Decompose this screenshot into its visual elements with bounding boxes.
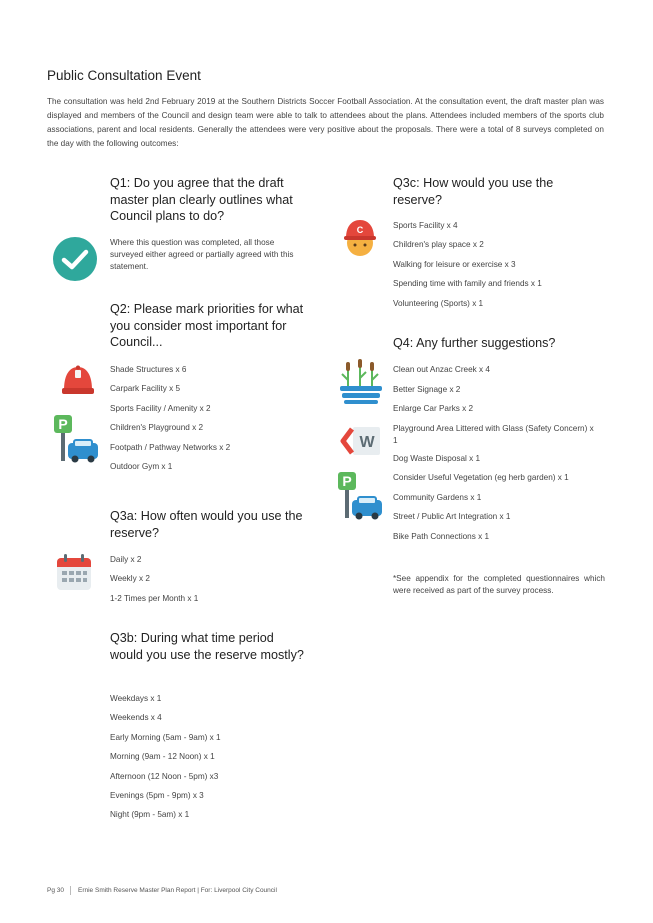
cap-icon	[56, 364, 100, 405]
q3a-title: Q3a: How often would you use the reserve?	[110, 509, 303, 540]
list-item: Shade Structures x 6	[110, 365, 187, 374]
page-number: Pg 30	[47, 887, 64, 894]
intro-paragraph: The consultation was held 2nd February 2019 at the Southern Districts Soccer Football Association. At the consultation event, the draft master plan was displayed and members of the Council and design team were able to talk to attendees about the plans. Attendees included members of the sports club associations, parent and local residents. Generally the attendees were very positive about the proposals. There were a total of 8 surveys completed on the day with the following outcomes:	[47, 97, 604, 148]
list-item: Footpath / Pathway Networks x 2	[110, 442, 231, 452]
list-item: Volunteering (Sports) x 1	[393, 298, 484, 308]
parking-car-icon	[52, 413, 100, 470]
list-item: Children's play space x 2	[393, 240, 484, 250]
direction-sign-icon	[340, 425, 382, 462]
q3c-list	[393, 220, 603, 317]
list-item: 1-2 Times per Month x 1	[110, 593, 199, 603]
q1-answer: Where this question was completed, all those surveyed either agreed or partially agreed with this statement.	[110, 238, 294, 271]
list-item: Weekends x 4	[110, 713, 162, 723]
list-item: Sports Facility x 4	[393, 221, 458, 230]
list-item: Community Gardens x 1	[393, 493, 482, 502]
list-item: Better Signage x 2	[393, 385, 461, 394]
svg-text:C: C	[356, 225, 364, 235]
list-item: Daily x 2	[110, 555, 142, 564]
list-item: Weekly x 2	[110, 574, 150, 584]
svg-text:P: P	[342, 473, 352, 489]
list-item: Sports Facility / Amenity x 2	[110, 403, 211, 413]
q3b-title: Q3b: During what time period would you use the reserve mostly?	[110, 631, 304, 662]
list-item: Spending time with family and friends x 1	[393, 279, 542, 289]
list-item: Children's Playground x 2	[110, 423, 204, 433]
appendix-note: *See appendix for the completed questionnaires which were received as part of the survey process.	[393, 574, 605, 595]
q2-title: Q2: Please mark priorities for what you consider most important for Council...	[110, 302, 304, 349]
q2-list	[110, 364, 300, 480]
q3b-list	[110, 693, 310, 829]
calendar-icon	[54, 552, 94, 597]
list-item: Afternoon (12 Noon - 5pm) x3	[110, 771, 219, 781]
q4-list	[393, 364, 608, 551]
list-item: Carpark Facility x 5	[110, 384, 181, 394]
q3a-list	[110, 554, 300, 612]
checkmark-icon	[52, 236, 98, 287]
footer-title: Ernie Smith Reserve Master Plan Report | For: Liverpool City Council	[78, 887, 277, 894]
footer-divider	[70, 886, 71, 895]
parking-car-icon	[336, 470, 384, 527]
list-item: Evenings (5pm - 9pm) x 3	[110, 790, 204, 800]
q1-title: Q1: Do you agree that the draft master plan clearly outlines what Council plans to do?	[110, 176, 293, 223]
creek-reeds-icon	[338, 358, 384, 411]
list-item: Consider Useful Vegetation (eg herb garden) x 1	[393, 473, 569, 482]
svg-text:P: P	[58, 416, 68, 432]
list-item: Walking for leisure or exercise x 3	[393, 259, 516, 269]
list-item: Enlarge Car Parks x 2	[393, 404, 474, 413]
list-item: Dog Waste Disposal x 1	[393, 454, 481, 463]
list-item: Outdoor Gym x 1	[110, 461, 173, 471]
list-item: Night (9pm - 5am) x 1	[110, 810, 190, 820]
list-item: Playground Area Littered with Glass (Safety Concern) x 1	[393, 424, 594, 445]
list-item: Clean out Anzac Creek x 4	[393, 365, 490, 374]
q3c-title: Q3c: How would you use the reserve?	[393, 176, 554, 207]
page-title: Public Consultation Event	[47, 68, 201, 83]
svg-text:W: W	[359, 434, 375, 451]
list-item: Street / Public Art Integration x 1	[393, 512, 511, 521]
q4-title: Q4: Any further suggestions?	[393, 336, 556, 350]
worker-icon	[340, 216, 380, 265]
list-item: Early Morning (5am - 9am) x 1	[110, 732, 221, 742]
list-item: Weekdays x 1	[110, 694, 162, 703]
list-item: Bike Path Connections x 1	[393, 532, 490, 541]
list-item: Morning (9am - 12 Noon) x 1	[110, 752, 215, 762]
